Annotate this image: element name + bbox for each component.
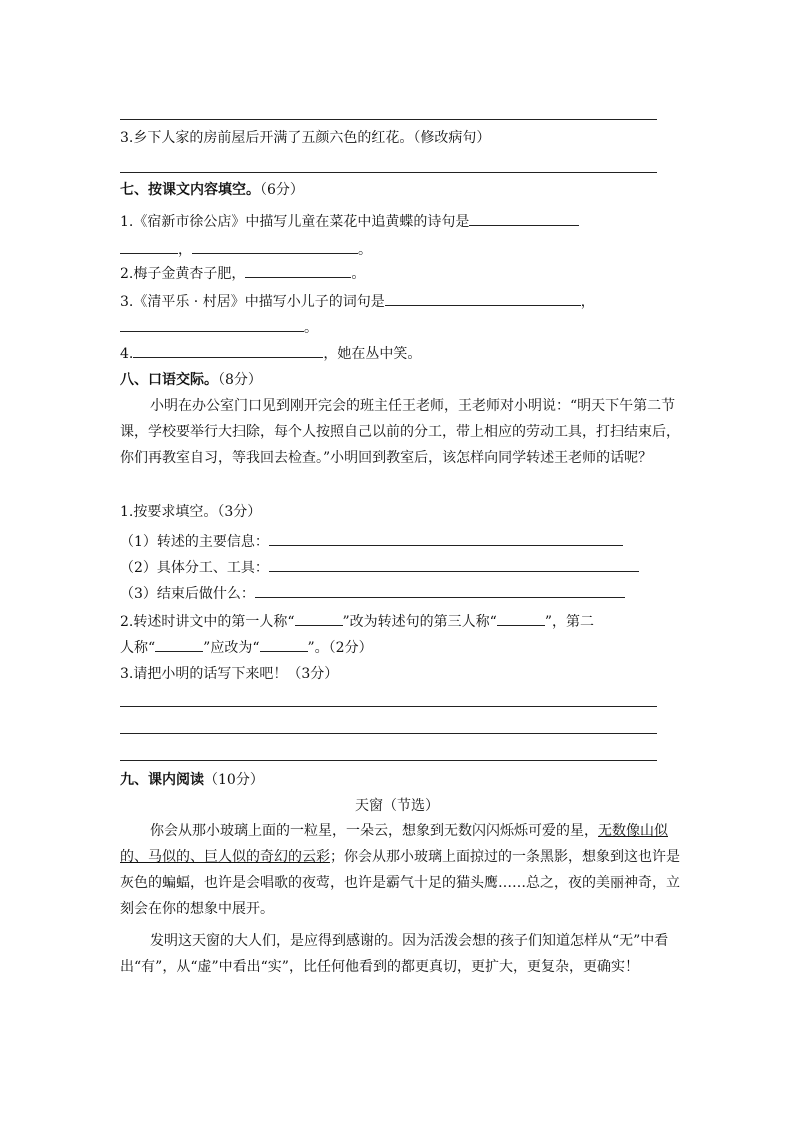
q6-item-3: 3.乡下人家的房前屋后开满了五颜六色的红花。（修改病句） <box>120 130 491 146</box>
sec8-q2-text: 人称“ <box>120 640 156 656</box>
answer-line[interactable] <box>120 172 657 173</box>
fill-blank[interactable] <box>120 238 178 254</box>
fill-blank[interactable] <box>497 610 545 626</box>
sec7-item-4-prefix: 4. <box>120 346 134 362</box>
comma: ， <box>178 242 192 258</box>
sec7-item-4-suffix: ，她在丛中笑。 <box>323 346 422 362</box>
period: 。 <box>351 266 366 282</box>
answer-line[interactable] <box>120 706 657 707</box>
sec8-q2-text: ”改为转述句的第三人称“ <box>342 614 497 630</box>
sec8-q1-a-label: （1）转述的主要信息： <box>120 534 269 550</box>
sec8-passage: 小明在办公室门口见到刚开完会的班主任王老师，王老师对小明说：“明天下午第二节课，学校要举行大扫除，每个人按照自己以前的分工，带上相应的劳动工具，打扫结束后，你们再教室自习，等我回去检查。”小明回到教室后，该怎样向同学转述王老师的话呢？ <box>120 398 680 466</box>
sec8-q1-c-label: （3）结束后做什么： <box>120 586 255 602</box>
section-9-points: （10分） <box>204 772 264 788</box>
fill-blank[interactable] <box>120 316 304 332</box>
sec8-q1-a <box>120 530 623 552</box>
comma: ， <box>580 294 595 310</box>
fill-blank[interactable] <box>245 262 351 278</box>
sec7-item-3 <box>120 290 595 312</box>
sec8-q2-text: ”。（2分） <box>307 640 373 656</box>
fill-blank[interactable] <box>155 636 203 652</box>
sec9-p1-text: 你会从那小玻璃上面的一粒星，一朵云，想象到无数闪闪烁烁可爱的星， <box>150 823 598 839</box>
sec7-item-3-text: 3.《清平乐 · 村居》中描写小儿子的词句是 <box>120 294 385 310</box>
section-8-title: 八、口语交际。 <box>120 372 218 388</box>
fill-blank[interactable] <box>269 530 623 546</box>
fill-blank[interactable] <box>260 636 308 652</box>
passage-title: 天窗（节选） <box>355 798 439 814</box>
period: 。 <box>304 320 318 336</box>
sec8-q1-b <box>120 556 639 578</box>
fill-blank[interactable] <box>269 556 639 572</box>
section-9-title: 九、课内阅读 <box>120 772 204 788</box>
sec7-item-3-cont <box>120 316 318 338</box>
underlined-phrase: 无数像山似的、马似的、巨人似的奇幻的云彩 <box>120 823 668 865</box>
sec7-item-1-cont <box>120 238 372 260</box>
answer-line[interactable] <box>120 760 657 761</box>
sec8-q3: 3.请把小明的话写下来吧！（3分） <box>120 666 339 682</box>
sec8-q2-text: ”应改为“ <box>203 640 260 656</box>
sec8-q1-b-label: （2）具体分工、工具： <box>120 560 269 576</box>
sec8-q2-text: ”，第二 <box>544 614 595 630</box>
sec7-item-2-text: 2.梅子金黄杏子肥， <box>120 266 246 282</box>
sec9-paragraph-1 <box>120 818 680 922</box>
section-8-heading <box>120 370 262 390</box>
fill-blank[interactable] <box>255 582 625 598</box>
sec8-q2-text: 2.转述时讲文中的第一人称“ <box>120 614 295 630</box>
section-7-points: （6分） <box>260 182 304 198</box>
section-7-title: 七、按课文内容填空。 <box>120 182 260 198</box>
section-7-heading <box>120 180 304 200</box>
section-9-heading <box>120 770 264 790</box>
period: 。 <box>358 242 372 258</box>
sec7-item-2 <box>120 262 365 284</box>
sec9-paragraph-2: 发明这天窗的大人们，是应得到感谢的。因为活泼会想的孩子们知道怎样从“无”中看出“有”，从“虚”中看出“实”，比任何他看到的都更真切，更扩大，更复杂，更确实！ <box>120 933 669 975</box>
sec7-item-1-text: 1.《宿新市徐公店》中描写儿童在菜花中追黄蝶的诗句是 <box>120 214 470 230</box>
sec8-q1-c <box>120 582 625 604</box>
sec7-item-4 <box>120 342 421 364</box>
fill-blank[interactable] <box>295 610 343 626</box>
sec8-q2-line-2 <box>120 636 373 658</box>
fill-blank[interactable] <box>192 238 358 254</box>
fill-blank[interactable] <box>133 342 323 358</box>
sec8-q2-line-1 <box>120 610 594 632</box>
fill-blank[interactable] <box>469 210 579 226</box>
sec7-item-1 <box>120 210 579 232</box>
sec9-p1-text: ；你会从那小玻璃上面掠过的一条黑影，想象到这也许是灰色的蝙蝠，也许是会唱歌的夜莺，也许是霸气十足的猫头鹰……总之，夜的美丽神奇，立刻会在你的想象中展开。 <box>120 849 680 917</box>
fill-blank[interactable] <box>385 290 581 306</box>
section-8-points: （8分） <box>218 372 262 388</box>
answer-line[interactable] <box>120 119 657 120</box>
answer-line[interactable] <box>120 733 657 734</box>
sec8-q1: 1.按要求填空。（3分） <box>120 504 262 520</box>
